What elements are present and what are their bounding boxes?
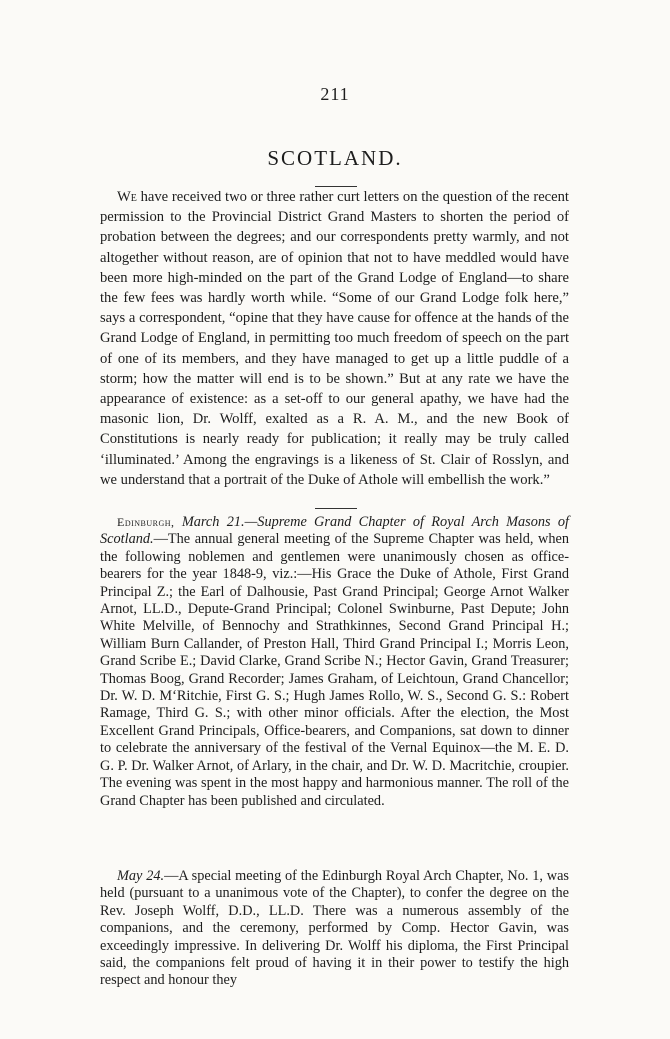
report-text: —The annual general meeting of the Supreme Chapter was held, when the following noblemen and gentlemen were unanimously chosen as office-bearers for the year 1848-9, viz.:—His Grace the Duke of Athole, First Grand Principal Z.; the Earl of Dalhousie, Past Grand Principal; George Arnot Walker Arnot, LL.D., Depute-Grand Principal; Colonel Swinburne, Past Depute; John White Melville, of Bennochy and Strathkinnes, Second Grand Principal H.; William Burn Callander, of Preston Hall, Third Grand Principal I.; Morris Leon, Grand Scribe E.; David Clarke, Grand Scribe N.; Hector Gavin, Grand Treasurer; Thomas Boog, Grand Recorder; James Graham, of Leichtoun, Grand Chancellor; Dr. W. D. M‘Ritchie, First G. S.; Hugh James Rollo, W. S., Second G. S.: Robert Ramage, Third G. S.; with other minor officials. After the election, the Most Excellent Grand Principals, Office-bearers, and Companions, sat down to dinner to celebrate the anniversary of the festival of the Vernal Equinox—the M. E. D. G. P. Dr. Walker Arnot, of Arlary, in the chair, and Dr. W. D. Macritchie, croupier. The evening was spent in the most happy and harmonious manner. The roll of the Grand Chapter has been published and circulated. [100,531,569,809]
page-number: 211 [320,84,350,104]
report-heading: —Supreme Grand Chapter of Royal Arch Masons of Scotland. [100,514,569,548]
report-date: March 21. [181,514,245,530]
editorial-text: have received two or three rather curt letters on the question of the recent permission to the Provincial District Grand Masters to shorten the period of probation between the degrees; and our correspondents pretty warmly, and not altogether without reason, are of opinion that not to have meddled would have been more high-minded on the part of the Grand Lodge of England—to share the few fees was hardly worth while. “Some of our Grand Lodge folk here,” says a correspondent, “opine that they have cause for offence at the hands of the Grand Lodge of England, in permitting too much freedom of speech on the part of one of its members, and they have managed to get up a little puddle of a storm; how the matter will end is to be shown.” But at any rate we have the appearance of existence: as a set-off to our general apathy, we have had the masonic lion, Dr. Wolff, exalted as a R. A. M., and the new Book of Constitutions is nearly ready for publication; it really may be truly called ‘illuminated.’ Among the engravings is a likeness of St. Clair of Rosslyn, and we understand that a portrait of the Duke of Athole will embellish the work.” [100,189,569,488]
drop-word: We [117,189,137,205]
report-text-may: —A special meeting of the Edinburgh Royal Arch Chapter, No. 1, was held (pursuant to a unanimous vote of the Chapter), to confer the degree on the Rev. Joseph Wolff, D.D., LL.D. There was a numerous assembly of the companions, and the ceremony, performed by Comp. Hector Gavin, was exceedingly impressive. In delivering Dr. Wolff his diploma, the First Principal said, the companions felt proud of having it in their power to testify the high respect and honour they [100,868,569,989]
report-place: Edinburgh, [117,515,175,529]
section-rule [315,508,357,509]
page-title: SCOTLAND. [267,146,403,170]
report-date-may: May 24. [117,868,165,884]
report-paragraph-edinburgh [100,514,569,810]
report-paragraph-may [100,868,569,990]
editorial-paragraph [100,187,569,490]
